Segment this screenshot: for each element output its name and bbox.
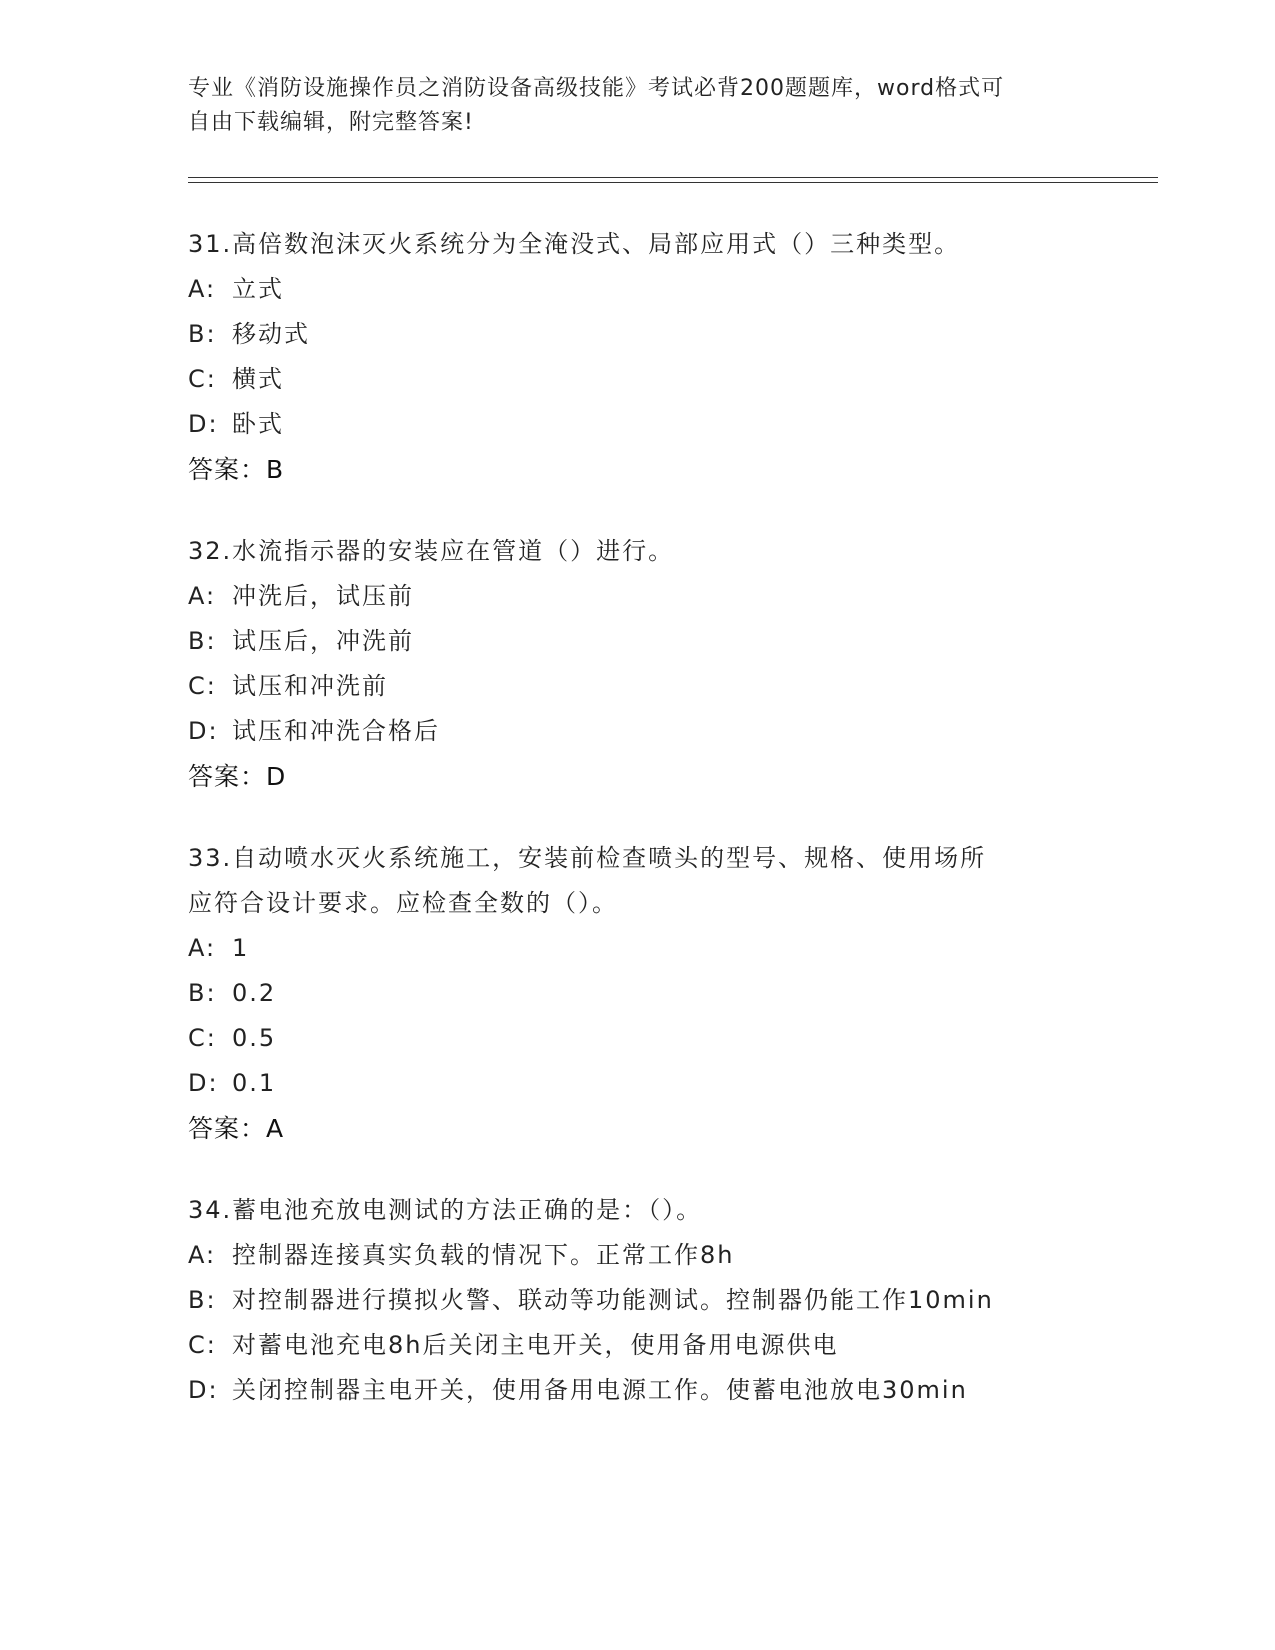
answer-label: 答案：D (188, 762, 287, 791)
question-31 (188, 222, 1148, 492)
option-key: D: (188, 717, 219, 745)
option-key: C: (188, 672, 217, 700)
question-text-line: 32.水流指示器的安装应在管道（）进行。 (188, 537, 675, 565)
question-text-line: 33.自动喷水灭火系统施工，安装前检查喷头的型号、规格、使用场所 (188, 844, 987, 872)
header-divider-top (188, 177, 1158, 178)
option-text: 对控制器进行摸拟火警、联动等功能测试。控制器仍能工作10min (232, 1286, 994, 1314)
option-text: 卧式 (232, 410, 284, 438)
option-b (188, 1278, 1148, 1323)
option-b (188, 971, 1148, 1016)
option-text: 0.5 (232, 1024, 277, 1052)
option-text: 控制器连接真实负载的情况下。正常工作8h (232, 1241, 735, 1269)
header-divider-bottom (188, 182, 1158, 183)
option-b (188, 312, 1148, 357)
option-a (188, 267, 1148, 312)
answer-label: 答案：A (188, 1114, 285, 1143)
option-key: B: (188, 320, 217, 348)
question-text (188, 529, 1148, 574)
option-key: A: (188, 582, 217, 610)
option-key: B: (188, 979, 217, 1007)
option-text: 试压和冲洗合格后 (232, 717, 440, 745)
option-key: D: (188, 410, 219, 438)
question-text-line: 应符合设计要求。应检查全数的（）。 (188, 889, 618, 917)
option-key: A: (188, 934, 217, 962)
header-line-1: 专业《消防设施操作员之消防设备高级技能》考试必背200题题库，word格式可 (188, 76, 1005, 101)
option-a (188, 1233, 1148, 1278)
option-c (188, 357, 1148, 402)
question-text (188, 836, 1148, 926)
option-text: 立式 (232, 275, 284, 303)
option-c (188, 1323, 1148, 1368)
option-text: 1 (232, 934, 250, 962)
question-32 (188, 529, 1148, 799)
option-text: 0.2 (232, 979, 277, 1007)
question-34 (188, 1188, 1148, 1413)
option-text: 试压后，冲洗前 (232, 627, 414, 655)
question-33 (188, 836, 1148, 1151)
option-a (188, 926, 1148, 971)
option-a (188, 574, 1148, 619)
question-text-line: 31.高倍数泡沫灭火系统分为全淹没式、局部应用式（）三种类型。 (188, 230, 961, 258)
option-text: 关闭控制器主电开关，使用备用电源工作。使蓄电池放电30min (232, 1376, 968, 1404)
option-key: A: (188, 275, 217, 303)
question-text (188, 1188, 1148, 1233)
option-b (188, 619, 1148, 664)
option-d (188, 1368, 1148, 1413)
document-header (188, 72, 1088, 140)
option-text: 试压和冲洗前 (232, 672, 388, 700)
option-text: 冲洗后，试压前 (232, 582, 414, 610)
option-d (188, 402, 1148, 447)
option-text: 移动式 (232, 320, 310, 348)
option-d (188, 1061, 1148, 1106)
option-text: 横式 (232, 365, 284, 393)
option-c (188, 664, 1148, 709)
option-key: C: (188, 1331, 217, 1359)
option-c (188, 1016, 1148, 1061)
option-key: A: (188, 1241, 217, 1269)
option-key: C: (188, 365, 217, 393)
option-d (188, 709, 1148, 754)
question-text (188, 222, 1148, 267)
question-list (188, 222, 1148, 1450)
answer-label: 答案：B (188, 455, 285, 484)
header-line-2: 自由下载编辑，附完整答案! (188, 110, 474, 135)
option-key: B: (188, 627, 217, 655)
option-key: C: (188, 1024, 217, 1052)
question-text-line: 34.蓄电池充放电测试的方法正确的是：（）。 (188, 1196, 703, 1224)
option-text: 对蓄电池充电8h后关闭主电开关，使用备用电源供电 (232, 1331, 839, 1359)
option-key: B: (188, 1286, 217, 1314)
option-text: 0.1 (232, 1069, 277, 1097)
option-key: D: (188, 1069, 219, 1097)
option-key: D: (188, 1376, 219, 1404)
